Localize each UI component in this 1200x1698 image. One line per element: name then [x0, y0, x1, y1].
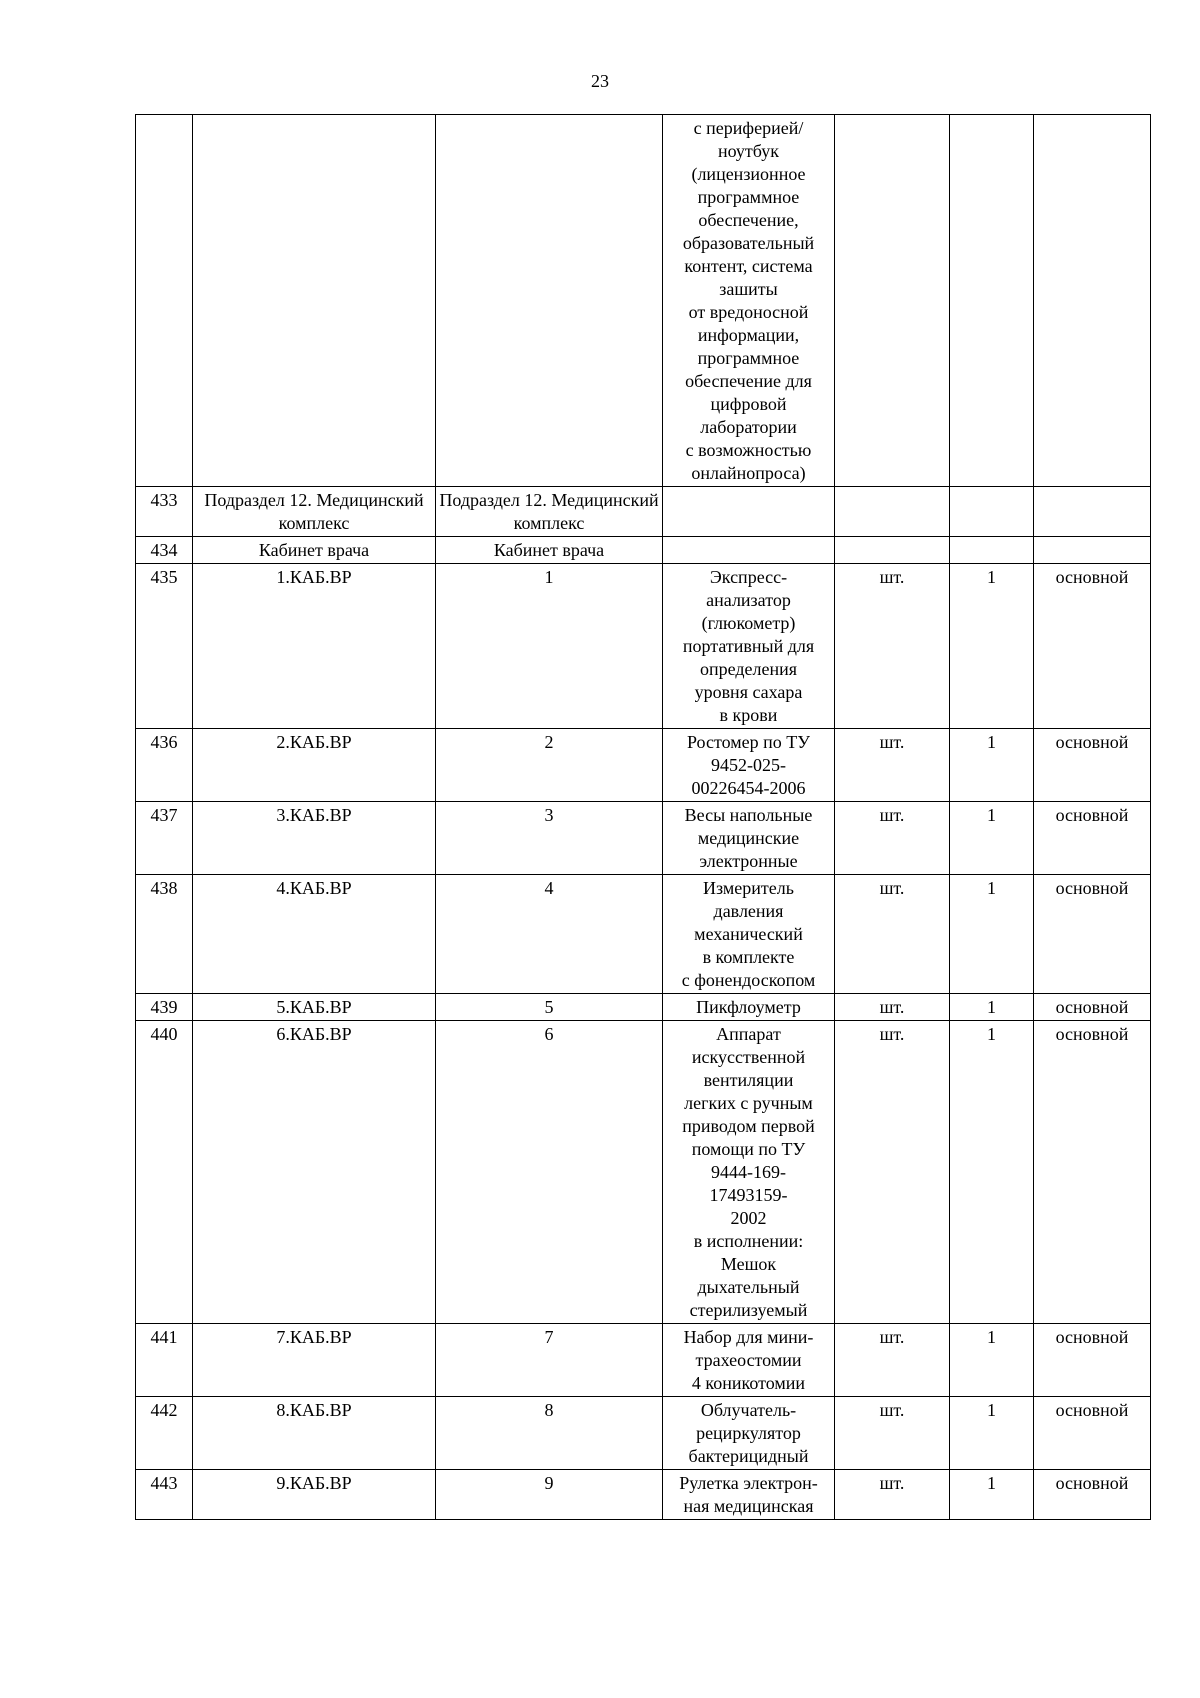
- quantity-cell: [950, 487, 1034, 537]
- item-name-cell: [663, 115, 835, 487]
- unit-cell: шт.: [835, 564, 950, 729]
- item-name-line: обеспечение,: [698, 210, 799, 230]
- item-code-cell: 9.КАБ.ВР: [193, 1470, 436, 1520]
- equipment-type-cell: основной: [1034, 875, 1151, 994]
- item-name-line: Измеритель: [703, 878, 794, 898]
- item-code-cell: 5.КАБ.ВР: [193, 994, 436, 1021]
- item-name-cell: [663, 729, 835, 802]
- item-name-line: искусственной: [691, 1047, 806, 1067]
- item-name-line: 9444-169-: [711, 1162, 786, 1182]
- item-name-cell: [663, 1470, 835, 1520]
- table-row: [136, 729, 1151, 802]
- item-name-line: 2002: [730, 1208, 767, 1228]
- item-name-line: лаборатории: [700, 417, 797, 437]
- table-row: [136, 1021, 1151, 1324]
- item-name-line: дыхательный: [697, 1277, 800, 1297]
- item-name-line: 4 коникотомии: [691, 1373, 806, 1393]
- equipment-type-cell: основной: [1034, 1470, 1151, 1520]
- quantity-cell: 1: [950, 1397, 1034, 1470]
- table-body: [136, 115, 1151, 1520]
- item-index-cell: 8: [436, 1397, 663, 1470]
- item-name-line: анализатор: [706, 590, 791, 610]
- item-name-line: с периферией/: [693, 118, 804, 138]
- table-row: [136, 487, 1151, 537]
- item-code-cell: 2.КАБ.ВР: [193, 729, 436, 802]
- item-code-cell: 3.КАБ.ВР: [193, 802, 436, 875]
- item-name-line: электронные: [699, 851, 798, 871]
- item-code-cell: 6.КАБ.ВР: [193, 1021, 436, 1324]
- item-name-cell: [663, 802, 835, 875]
- item-index-cell: 2: [436, 729, 663, 802]
- unit-cell: шт.: [835, 802, 950, 875]
- equipment-type-cell: основной: [1034, 1324, 1151, 1397]
- unit-cell: шт.: [835, 1021, 950, 1324]
- row-number-cell: 436: [136, 729, 193, 802]
- item-name-line: с возможностью: [685, 440, 812, 460]
- equipment-type-cell: основной: [1034, 1021, 1151, 1324]
- unit-cell: [835, 537, 950, 564]
- row-number-cell: 442: [136, 1397, 193, 1470]
- quantity-cell: [950, 115, 1034, 487]
- table-row: [136, 537, 1151, 564]
- quantity-cell: 1: [950, 729, 1034, 802]
- item-name-line: стерилизуемый: [689, 1300, 808, 1320]
- item-name-line: уровня сахара: [694, 682, 803, 702]
- item-name-cell: [663, 1324, 835, 1397]
- row-number-cell: 441: [136, 1324, 193, 1397]
- item-index-cell: 3: [436, 802, 663, 875]
- item-name-line: в исполнении:: [693, 1231, 804, 1251]
- item-name-line: Экспресс-: [709, 567, 788, 587]
- quantity-cell: 1: [950, 875, 1034, 994]
- item-name-line: (лицензионное: [691, 164, 806, 184]
- item-code-cell: 4.КАБ.ВР: [193, 875, 436, 994]
- item-name-line: 9452-025-: [711, 755, 786, 775]
- item-name-cell: [663, 1021, 835, 1324]
- item-name-line: Пикфлоуметр: [696, 997, 801, 1017]
- unit-cell: шт.: [835, 994, 950, 1021]
- item-name-line: Весы напольные: [684, 805, 813, 825]
- item-name-line: (глюкометр): [701, 613, 796, 633]
- item-name-line: медицинские: [697, 828, 800, 848]
- unit-cell: шт.: [835, 1470, 950, 1520]
- item-name-cell: [663, 1397, 835, 1470]
- item-name-line: с фонендоскопом: [681, 970, 816, 990]
- row-number-cell: 434: [136, 537, 193, 564]
- item-name-line: легких с ручным: [684, 1093, 813, 1113]
- quantity-cell: 1: [950, 802, 1034, 875]
- item-name-line: программное: [697, 187, 800, 207]
- table-row: [136, 564, 1151, 729]
- item-name-cell: [663, 994, 835, 1021]
- item-index-cell: 7: [436, 1324, 663, 1397]
- equipment-type-cell: основной: [1034, 994, 1151, 1021]
- item-code-cell: [193, 115, 436, 487]
- item-name-line: определения: [699, 659, 798, 679]
- table-row: [136, 994, 1151, 1021]
- equipment-type-cell: [1034, 537, 1151, 564]
- item-name-line: обеспечение для: [685, 371, 812, 391]
- item-name-line: информации,: [697, 325, 800, 345]
- item-index-cell: Подраздел 12. Медицинский комплекс: [436, 487, 663, 537]
- row-number-cell: [136, 115, 193, 487]
- item-name-line: от вредоносной: [688, 302, 809, 322]
- item-name-line: онлайнопроса): [691, 463, 806, 483]
- item-name-line: трахеостомии: [695, 1350, 802, 1370]
- equipment-type-cell: основной: [1034, 1397, 1151, 1470]
- unit-cell: шт.: [835, 1397, 950, 1470]
- row-number-cell: 443: [136, 1470, 193, 1520]
- row-number-cell: 433: [136, 487, 193, 537]
- quantity-cell: 1: [950, 994, 1034, 1021]
- row-number-cell: 437: [136, 802, 193, 875]
- item-code-cell: 1.КАБ.ВР: [193, 564, 436, 729]
- table-row: [136, 1324, 1151, 1397]
- row-number-cell: 439: [136, 994, 193, 1021]
- table-row: [136, 115, 1151, 487]
- item-code-cell: 7.КАБ.ВР: [193, 1324, 436, 1397]
- item-index-cell: 6: [436, 1021, 663, 1324]
- equipment-type-cell: основной: [1034, 564, 1151, 729]
- item-name-line: Набор для мини-: [683, 1327, 814, 1347]
- row-number-cell: 440: [136, 1021, 193, 1324]
- item-name-line: ноутбук: [717, 141, 780, 161]
- quantity-cell: 1: [950, 1470, 1034, 1520]
- item-name-line: Рулетка электрон-: [679, 1473, 818, 1493]
- table-row: [136, 1397, 1151, 1470]
- item-index-cell: [436, 115, 663, 487]
- equipment-type-cell: [1034, 115, 1151, 487]
- unit-cell: шт.: [835, 875, 950, 994]
- item-name-line: 17493159-: [709, 1185, 788, 1205]
- item-name-cell: [663, 537, 835, 564]
- unit-cell: [835, 115, 950, 487]
- item-index-cell: 5: [436, 994, 663, 1021]
- equipment-table: [135, 114, 1151, 1520]
- item-name-line: приводом первой: [682, 1116, 815, 1136]
- item-name-line: программное: [697, 348, 800, 368]
- item-name-line: Мешок: [720, 1254, 777, 1274]
- table-row: [136, 875, 1151, 994]
- row-number-cell: 438: [136, 875, 193, 994]
- item-name-line: Облучатель-: [700, 1400, 797, 1420]
- item-name-line: Ростомер по ТУ: [686, 732, 811, 752]
- item-code-cell: Кабинет врача: [193, 537, 436, 564]
- item-name-line: вентиляции: [703, 1070, 794, 1090]
- equipment-type-cell: [1034, 487, 1151, 537]
- item-name-line: в крови: [719, 705, 778, 725]
- item-name-line: давления: [713, 901, 784, 921]
- item-name-line: 00226454-2006: [691, 778, 806, 798]
- item-name-line: ная медицинская: [683, 1496, 814, 1516]
- unit-cell: шт.: [835, 729, 950, 802]
- equipment-type-cell: основной: [1034, 802, 1151, 875]
- item-name-line: в комплекте: [702, 947, 795, 967]
- item-name-line: контент, система: [684, 256, 813, 276]
- item-index-cell: Кабинет врача: [436, 537, 663, 564]
- table-row: [136, 1470, 1151, 1520]
- quantity-cell: [950, 537, 1034, 564]
- item-code-cell: 8.КАБ.ВР: [193, 1397, 436, 1470]
- quantity-cell: 1: [950, 564, 1034, 729]
- item-name-line: цифровой: [710, 394, 787, 414]
- item-name-cell: [663, 875, 835, 994]
- table-row: [136, 802, 1151, 875]
- item-name-cell: [663, 564, 835, 729]
- item-index-cell: 4: [436, 875, 663, 994]
- item-name-line: механический: [694, 924, 803, 944]
- item-index-cell: 1: [436, 564, 663, 729]
- quantity-cell: 1: [950, 1324, 1034, 1397]
- equipment-type-cell: основной: [1034, 729, 1151, 802]
- row-number-cell: 435: [136, 564, 193, 729]
- item-name-line: портативный для: [682, 636, 815, 656]
- item-name-cell: [663, 487, 835, 537]
- item-name-line: образовательный: [682, 233, 815, 253]
- unit-cell: шт.: [835, 1324, 950, 1397]
- item-index-cell: 9: [436, 1470, 663, 1520]
- unit-cell: [835, 487, 950, 537]
- item-name-line: помощи по ТУ: [691, 1139, 806, 1159]
- item-code-cell: Подраздел 12. Медицинский комплекс: [193, 487, 436, 537]
- quantity-cell: 1: [950, 1021, 1034, 1324]
- item-name-line: зашиты: [719, 279, 778, 299]
- page-number: 23: [591, 71, 609, 91]
- item-name-line: бактерицидный: [688, 1446, 809, 1466]
- item-name-line: Аппарат: [716, 1024, 781, 1044]
- item-name-line: рециркулятор: [696, 1423, 801, 1443]
